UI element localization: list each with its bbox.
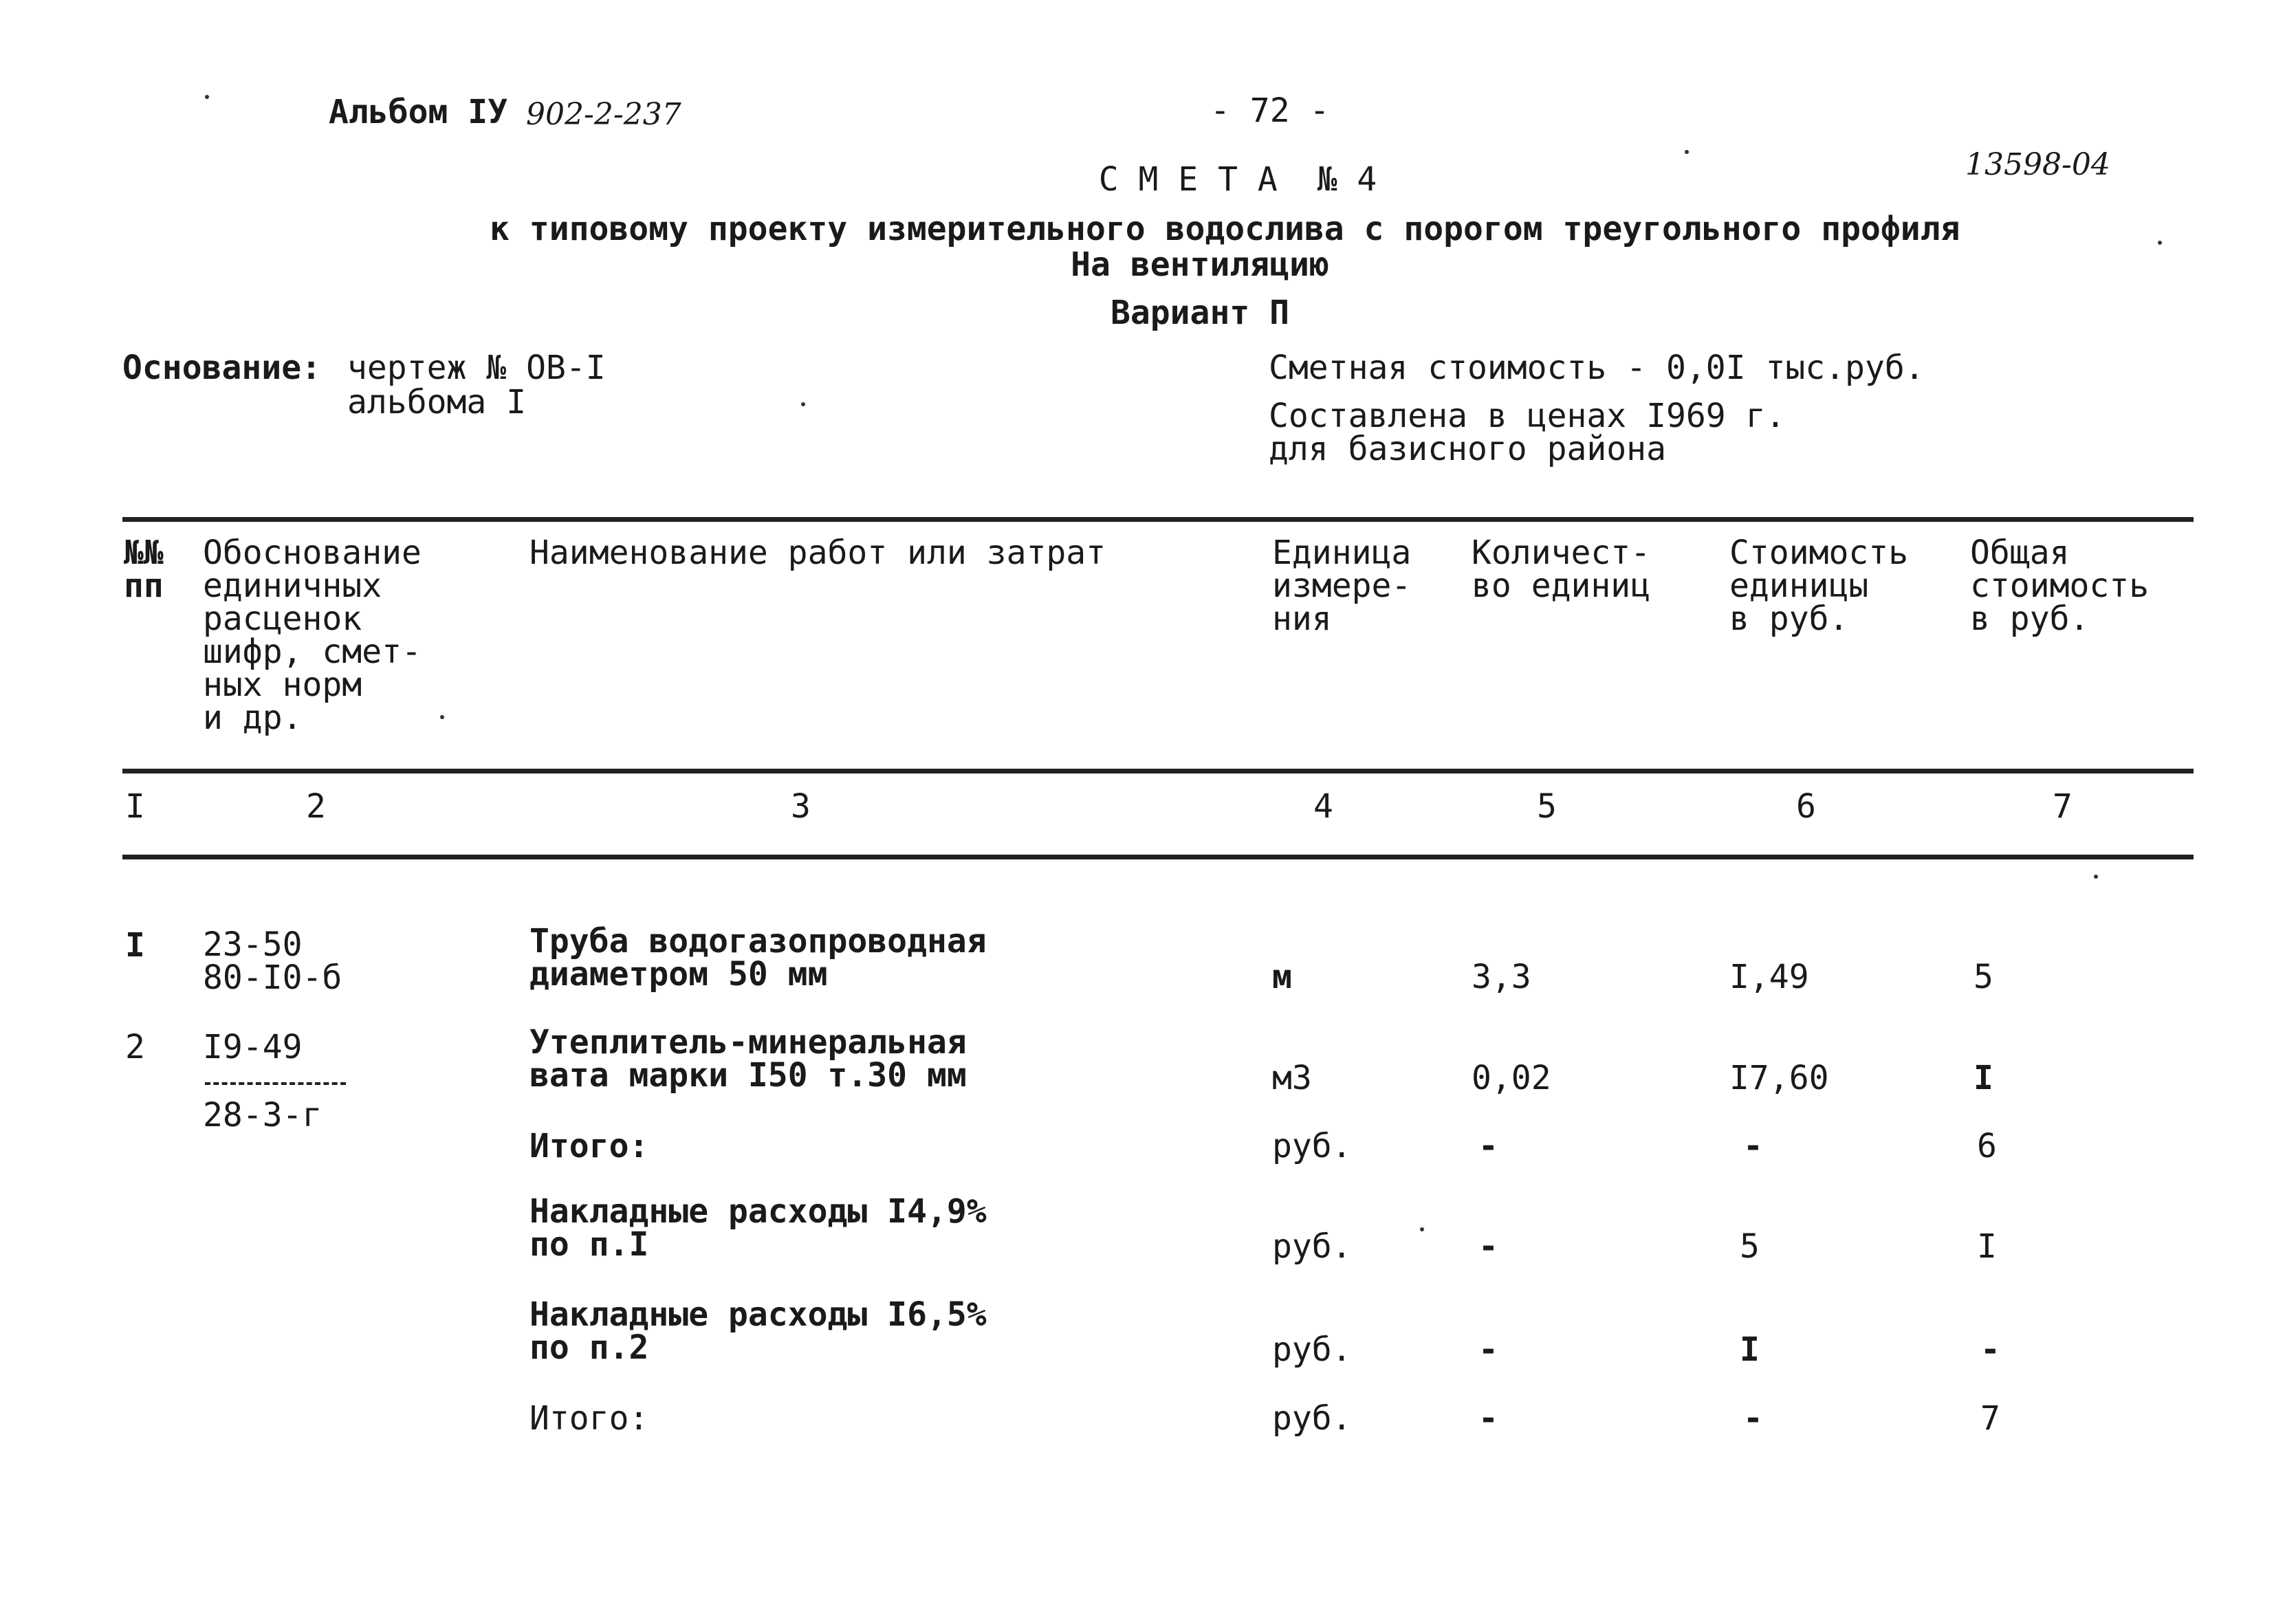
col-header-unit-cost: Стоимость единицы в руб. (1729, 534, 1909, 638)
grand-total-label: Итого: (529, 1399, 649, 1438)
subtotal-label: Итого: (529, 1127, 649, 1165)
grand-total-total: 7 (1980, 1399, 2000, 1438)
variant-label: Вариант П (1110, 294, 1290, 332)
header-bottom-rule (122, 769, 2194, 773)
scan-speck (1420, 1227, 1424, 1231)
overhead-2-name: Накладные расходы I6,5% по п.2 (529, 1295, 987, 1367)
col-number-3: 3 (791, 787, 811, 826)
col-number-2: 2 (306, 787, 326, 826)
scan-speck (2094, 875, 2098, 879)
row-1-name: Труба водогазопроводная диаметром 50 мм (529, 922, 987, 994)
overhead-2-unit-cost: I (1740, 1330, 1760, 1369)
row-1-unit-cost: I,49 (1729, 958, 1809, 996)
row-1-quantity: 3,3 (1472, 958, 1531, 996)
estimated-cost: Сметная стоимость - 0,0I тыс.руб. (1269, 349, 1925, 387)
row-2-unit: м3 (1272, 1059, 1312, 1097)
row-2-quantity: 0,02 (1472, 1059, 1551, 1097)
row-2-num: 2 (125, 1028, 145, 1066)
row-2-basis-fraction-line (205, 1082, 346, 1085)
subtotal-unit-cost: - (1743, 1127, 1763, 1165)
overhead-1-unit: руб. (1272, 1227, 1352, 1266)
grand-total-unit: руб. (1272, 1399, 1352, 1438)
col-number-4: 4 (1313, 787, 1333, 826)
title-subject-line: к типовому проекту измерительного водослива с порогом треугольного профиля (490, 210, 1960, 248)
subtotal-quantity: - (1478, 1127, 1498, 1165)
row-1-num: I (125, 926, 145, 965)
scan-speck (2158, 241, 2162, 245)
album-code: 902-2-237 (526, 97, 681, 132)
col-header-basis: Обоснование единичных расценок шифр, смет- ных норм и др. (203, 534, 422, 737)
grand-total-quantity: - (1478, 1399, 1498, 1438)
prices-region: для базисного района (1269, 430, 1666, 468)
col-number-1: I (125, 787, 145, 826)
scan-speck (205, 95, 209, 99)
scan-speck (1685, 150, 1689, 154)
table-top-rule (122, 517, 2194, 522)
subtotal-total: 6 (1977, 1127, 1997, 1165)
overhead-1-quantity: - (1478, 1227, 1498, 1266)
overhead-2-unit: руб. (1272, 1330, 1352, 1369)
row-1-basis: 23-50 80-I0-б (203, 925, 342, 997)
row-1-total: 5 (1974, 958, 1993, 996)
overhead-1-name: Накладные расходы I4,9% по п.I (529, 1192, 987, 1264)
album-label: Альбом IУ (329, 93, 508, 131)
row-1-unit: м (1272, 958, 1292, 996)
row-2-basis-numerator: I9-49 (203, 1028, 303, 1066)
col-header-quantity: Количест- во единиц (1472, 534, 1651, 605)
overhead-1-total: I (1977, 1227, 1997, 1266)
col-header-name: Наименование работ или затрат (529, 534, 1106, 572)
basis-drawing: чертеж № ОВ-I (347, 349, 606, 387)
overhead-1-unit-cost: 5 (1740, 1227, 1760, 1266)
title-section-line: На вентиляцию (1071, 245, 1329, 284)
grand-total-unit-cost: - (1743, 1399, 1763, 1438)
col-header-total-cost: Общая стоимость в руб. (1970, 534, 2150, 638)
overhead-2-quantity: - (1478, 1330, 1498, 1369)
basis-label: Основание: (122, 349, 321, 387)
col-header-unit: Единица измере- ния (1272, 534, 1412, 638)
page-number: - 72 - (1210, 91, 1330, 130)
scan-speck (801, 402, 805, 406)
document-title: С М Е Т А № 4 (1098, 160, 1377, 199)
basis-album: альбома I (347, 383, 527, 421)
row-2-name: Утеплитель-минеральная вата марки I50 т.30 мм (529, 1023, 967, 1095)
row-2-total: I (1974, 1059, 1993, 1097)
prices-year: Составлена в ценах I969 г. (1269, 397, 1786, 435)
subtotal-unit: руб. (1272, 1127, 1352, 1165)
col-number-5: 5 (1537, 787, 1557, 826)
column-numbers-rule (122, 855, 2194, 859)
scan-speck (440, 715, 444, 719)
col-number-6: 6 (1796, 787, 1816, 826)
row-2-unit-cost: I7,60 (1729, 1059, 1829, 1097)
overhead-2-total: - (1980, 1330, 2000, 1369)
document-number: 13598-04 (1965, 147, 2110, 182)
col-header-num: №№ пп (124, 534, 164, 605)
col-number-7: 7 (2053, 787, 2073, 826)
row-2-basis-denominator: 28-3-г (203, 1096, 322, 1134)
